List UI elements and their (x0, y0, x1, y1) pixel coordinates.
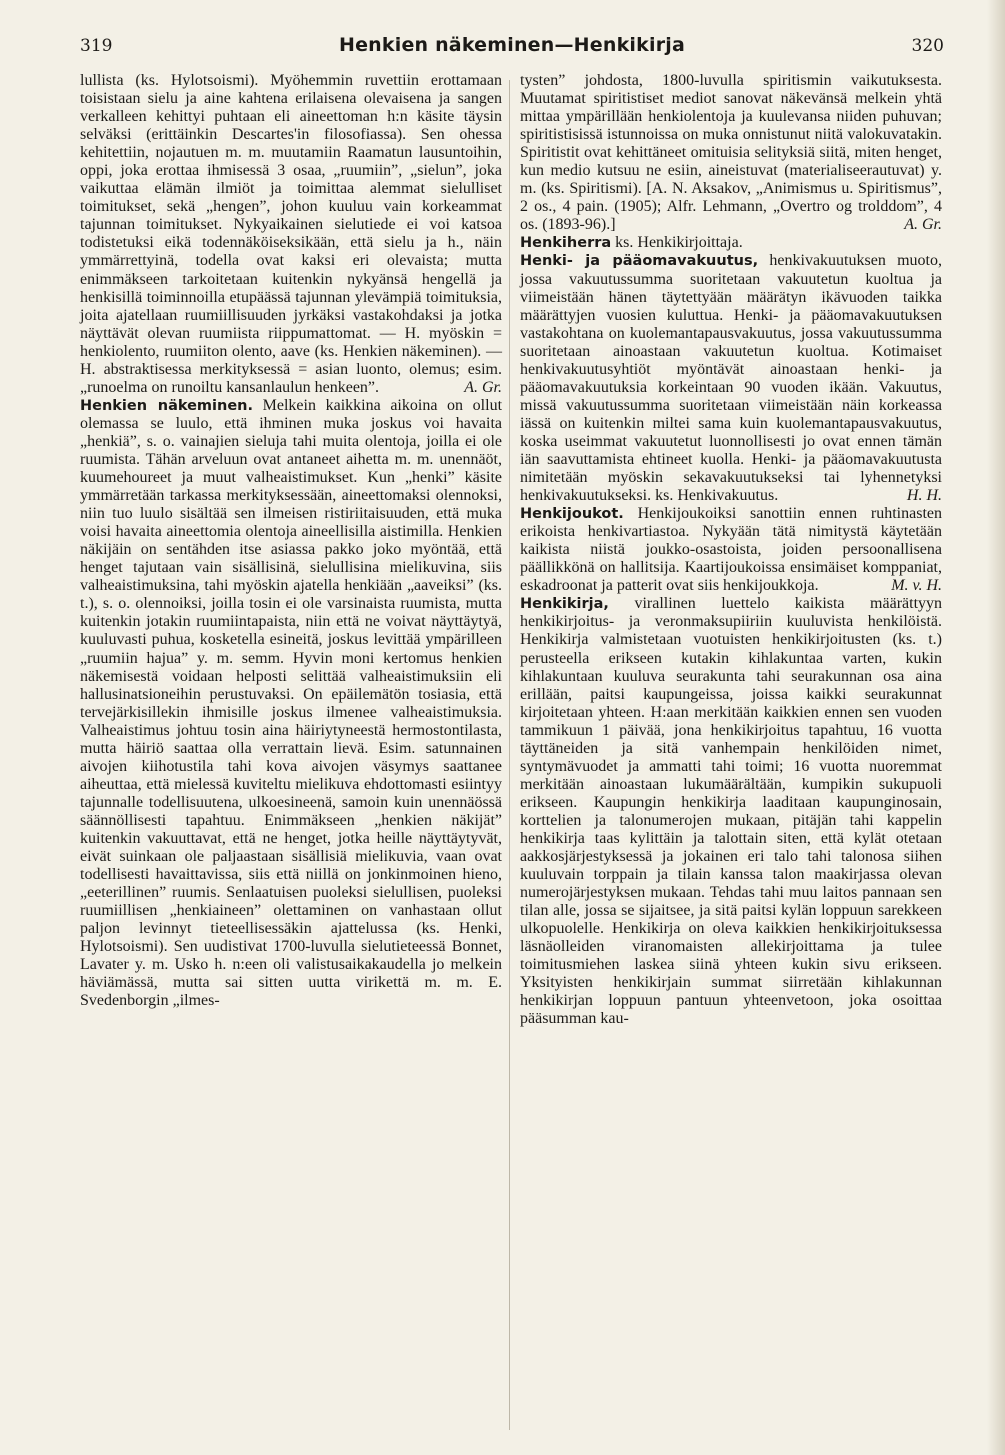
entry-headword: Henkien näkeminen. (80, 397, 254, 414)
entry-headword: Henki- ja pääomavakuutus, (520, 253, 759, 270)
article-paragraph (80, 397, 502, 1011)
article-paragraph (80, 72, 502, 397)
entry-text: Melkein kaikkina aikoina on ollut olemassa se luulo, että ihminen muka joskus voi havaita „henkiä”, s. o. vainajien sieluja tahi muita olentoja, joilla ei ole ruumista. Tähän arveluun ovat antaneet aihetta m. m. unennäöt, kuumehoureet ja muut valheaistimukset. Kun „henki” käsite ymmärretään tarkassa merkityksessään, aineettomaksi olennoksi, niin tuo luulo sisältää sen ilmeisen ristiriitaisuuden, että muka voisi havaita aineettomia olentoja aineellisilla aistimilla. Henkien näkijäin on sentähden itse asiassa pakko joko myöntää, että henget tajutaan vain sisällisinä, sielullisina mielikuvina, siis valheaistimuksina, tahi myöskin ajatella henkiään „aaveiksi” (ks. t.), s. o. olennoiksi, joilla tosin ei ole varsinaista ruumista, mutta kuitenkin jotakin ruumiintapaista, niin että ne voivat näyttäytyä, kuuluvasti puhua, kosketella esineitä, joskus levittää ympärilleen „ruumiin hajua” y. m. semm. Hyvin moni kertomus henkien näkemisestä voidaan helposti selittää valheaistimuksiin eli hallusinatsioneihin perustuvaksi. On epäilemätön tosiasia, että tervejärkisillekin ihmisille joskus ilmenee valheaistimuksia. Valheaistimus johtuu tosin aina häiriytyneestä hermostontilasta, mutta häiriö saattaa olla verrattain lievä. Esim. satunnainen aivojen kiihotustila tahi kova aivojen väsymys saattanee aiheuttaa, että mielessä kuviteltu mielikuva ehdottomasti esiintyy tajunnalle todellisuutena, ulkoesineenä, samoin kuin unennäössä säännöllisesti tapahtuu. Enimmäkseen „henkien näkijät” kuitenkin vakuuttavat, että ne henget, jotka heille näyttäytyvät, eivät suinkaan ole paljaastaan sisällisiä mielikuvia, vaan ovat todellisesti havaittavissa, siis että niillä on jonkinmoinen hieno, „eeterillinen” ruumis. Senlaatuisen puoleksi sielullisen, puoleksi ruumiillisen „henkiaineen” olettaminen on vanhastaan ollut paljon levinnyt tieteellisessäkin ajattelussa (ks. Henki, Hylotsoismi). Sen uudistivat 1700-luvulla sielutieteessä Bonnet, Lavater y. m. Usko h. n:een oli valistusaikakaudella jo melkein häviämässä, mutta sai sitten uutta virikettä m. m. E. Svedenborgin „ilmes- (80, 396, 503, 1010)
author-signature: A. Gr. (464, 378, 502, 396)
entry-text: virallinen luettelo kaikista määrättyyn henkikirjoitus- ja veronmaksupiiriin kuuluvista henkilöistä. Henkikirja valmistetaan vuotuisten henkikirjoitusten (ks. t.) perusteella erikseen kutakin kihlakuntaa varten, kukin kihlakuntaan kuuluva seurakunta tahi seurakunnan osa aina erillään, paitsi kaupungeissa, joissa kaikki seurakunnat kirjoitetaan yhteen. H:aan merkitään kaikkien ennen sen vuoden tammikuun 1 päivää, jona henkikirjoitus tapahtuu, 16 vuotta täyttäneiden ja sitä vanhempain henkilöiden nimet, syntymävuodet ja ammatti tahi toimi; 16 vuotta nuoremmat merkitään ainoastaan lukumäärältään, kumpikin sukupuoli erikseen. Kaupungin henkikirja laaditaan kaupunginosain, korttelien ja talonumerojen mukaan, pitäjän tahi kappelin henkikirja taas kylittäin ja talottain siten, että kylät otetaan aakkosjärjestyksessä ja jokainen eri talo tahi talonosa siihen kuuluvain torppain ja tilain kanssa talon maakirjassa olevan numerojärjestyksen mukaan. Tehdas tahi muu laitos pannaan sen tilan alle, jossa se sijaitsee, ja sitä paitsi kylän loppuun sarekkeen ulkopuolelle. Henkikirja on oleva kaikkien henkikirjoituksessa läsnäolleiden viranomaisten allekirjoittama ja tulee toimitusmiehen laskea siinä yhteen kukin sivu erikseen. Yksityisten henkikirjain summat siirretään kihlakunnan henkikirjan loppuun pantuun yhteenvetoon, joka osoittaa pääsumman kau- (520, 595, 943, 1028)
article-paragraph (520, 252, 942, 505)
left-column (80, 72, 502, 1010)
author-signature: M. v. H. (891, 577, 942, 595)
page-header (80, 36, 944, 66)
article-paragraph (520, 234, 942, 252)
left-page-number: 319 (80, 36, 113, 56)
right-page-number: 320 (911, 36, 944, 56)
author-signature: H. H. (906, 487, 942, 505)
article-paragraph (520, 505, 942, 595)
page-edge-shadow (987, 0, 1005, 1455)
henki-text: lullista (ks. Hylotsoismi). Myöhemmin ruvettiin erottamaan toisistaan sielu ja aine kahtena erilaisena olevaisena ja sangen verkalleen kehittyi puhtaan eli aineettoman h:n käsite täysin selväksi (erittäinkin Descartes'in filosofiassa). Sen ohessa kehitettiin, nojautuen m. m. muutamiin Raamatun lausuntoihin, oppi, joka erottaa ihmisessä 3 osaa, „ruumiin”, „sielun”, joka vaikuttaa elämän ilmiöt ja toimittaa alemmat sielulliset toimitukset, sekä „hengen”, johon kuuluu vain korkeammat tajunnan toimitukset. Nykyaikainen sielutiede ei voi katsoa todistetuksi eikä todennäköiseksikään, että sielu ja h., näin ymmärrettyinä, todella ovat kaksi eri olevaista; mutta enimmäkseen tarkoitetaan kuitenkin nykyänsä hengellä ja henkisillä toiminnoilla etupäässä tajunnan ylevämpiä toimituksia, joita ajatellaan ruumiillisuuden jyrkäksi vastakohdaksi ja jotka näyttävät olevan ruumiista riippumattomat. — H. myöskin = henkiolento, ruumiiton olento, aave (ks. Henkien näkeminen). — H. abstraktisessa merkityksessä = asian luonto, olemus; esim. „runoelma on runoiltu kansanlaulun henkeen”. (80, 72, 502, 396)
entry-headword: Henkijoukot. (520, 506, 624, 523)
column-divider (509, 80, 510, 1430)
article-paragraph (520, 72, 942, 234)
entry-text: ks. Henkikirjoittaja. (615, 234, 743, 252)
entry-headword: Henkiherra (520, 235, 612, 252)
entry-text: henkivakuutuksen muoto, jossa vakuutussumma suoritetaan vakuutetun kuoltua ja viimeistään hänen täytettyään määrätyn ikävuoden taikka määrättyjen vuosien kuluttua. Henki- ja pääomavakuutuksen vastakohtana on kuolemantapausvakuutus, jossa vakuutussumma suoritetaan ainoastaan vakuutetun kuoltua. Kotimaiset henkivakuutusyhtiöt myöntävät ainoastaan henki- ja pääomavakuutuksia korkeintaan 90 vuoden ikään. Vakuutus, missä vakuutussumma suoritetaan viimeistään näin korkeassa iässä on kuitenkin miltei sama kuin kuolemantapausvakuutus, koska useimmat vakuutetut luonnollisesti jo ovat ennen tämän iän saavuttamista ehtineet kuolla. Henki- ja pääomavakuutusta nimitetään myöskin sekavakuutukseksi tai lyhennetyksi henkivakuutukseksi. ks. Henkivakuutus. (520, 252, 942, 505)
author-signature: A. Gr. (904, 216, 942, 234)
entry-text: Henkijoukoiksi sanottiin ennen ruhtinasten erikoista henkivartiastoa. Nykyään tätä nimitystä käytetään kaikista niistä joukko-osastoista, joiden persoonallisena päällikkönä on hallitsija. Kaartijoukoissa ensimäiset komppaniat, eskadroonat ja patterit ovat siis henkijoukkoja. (520, 505, 942, 595)
entry-text: tysten” johdosta, 1800-luvulla spiritismin vaikutuksesta. Muutamat spiritistiset mediot sanovat näkevänsä melkein yhtä mittaa ympärillään henkiolentoja ja kuulevansa niiden puhuvan; spiritistisissä istunnoissa on muka onnistunut niitä valokuvatakin. Spiritistit ovat kehittäneet omituisia selityksiä siitä, miten henget, kun medio kutsuu ne esiin, aineistuvat (materialiseerautuvat) y. m. (ks. Spiritismi). [A. N. Aksakov, „Animismus u. Spiritismus”, 2 os., 4 pain. (1905); Alfr. Lehmann, „Overtro og trolddom”, 4 os. (1893-96).] (520, 72, 942, 234)
running-title: Henkien näkeminen—Henkikirja (338, 34, 685, 56)
entry-headword: Henkikirja, (520, 596, 609, 613)
article-paragraph (520, 595, 942, 1028)
right-column (520, 72, 942, 1028)
